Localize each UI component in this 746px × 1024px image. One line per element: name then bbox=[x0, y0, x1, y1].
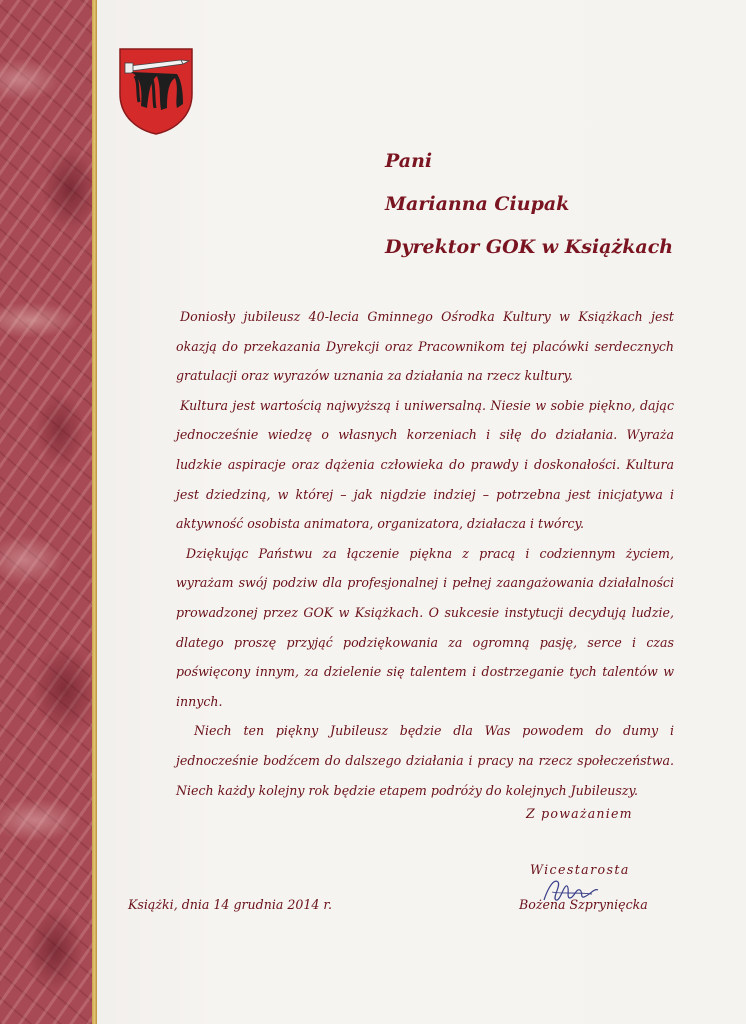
gold-border-line bbox=[92, 0, 97, 1024]
paragraph-2: Kultura jest wartością najwyższą i uniwersalną. Niesie w sobie piękno, dając jednocześnie wiedzę o własnych korzeniach i siłę do działania. Wyraża ludzkie aspiracje oraz dążenia człowieka do prawdy i doskonałości. Kultura jest dziedziną, w której – jak nigdzie indziej – potrzebna jest inicjatywa i aktywność osobista animatora, organizatora, działacza i twórcy. bbox=[176, 397, 674, 532]
coat-of-arms-icon bbox=[117, 46, 195, 136]
paragraph-3: Dziękując Państwu za łączenie piękna z pracą i codziennym życiem, wyrażam swój podziw dla profesjonalnej i pełnej zaangażowania działalności prowadzonej przez GOK w Książkach. O sukcesie instytucji decydują ludzie, dlatego proszę przyjąć podziękowania za ogromną pasję, serce i czas poświęcony innym, za dzielenie się talentem i dostrzeganie tych talentów w innych. bbox=[176, 545, 674, 709]
closing-phrase: Z poważaniem bbox=[526, 806, 633, 821]
paragraph-4: Niech ten piękny Jubileusz będzie dla Was powodem do dumy i jednocześnie bodźcem do dalszego działania i pracy na rzecz społeczeństwa. Niech każdy kolejny rok będzie etapem podróży do kolejnych Jubileuszy. bbox=[176, 723, 674, 798]
signer-title: Wicestarosta bbox=[530, 862, 630, 877]
place-and-date: Książki, dnia 14 grudnia 2014 r. bbox=[128, 897, 333, 912]
marble-border-decoration bbox=[0, 0, 92, 1024]
signer-name: Bożena Szprynięcka bbox=[519, 897, 648, 912]
addressee-name: Marianna Ciupak bbox=[385, 193, 570, 215]
addressee-block bbox=[385, 140, 673, 269]
paragraph-1: Doniosły jubileusz 40-lecia Gminnego Ośrodka Kultury w Książkach jest okazją do przekazania Dyrekcji oraz Pracownikom tej placówki serdecznych gratulacji oraz wyrazów uznania za działania na rzecz kultury. bbox=[176, 309, 674, 384]
addressee-position: Dyrektor GOK w Książkach bbox=[385, 236, 674, 258]
addressee-salutation: Pani bbox=[385, 150, 433, 172]
letter-body bbox=[176, 302, 674, 805]
